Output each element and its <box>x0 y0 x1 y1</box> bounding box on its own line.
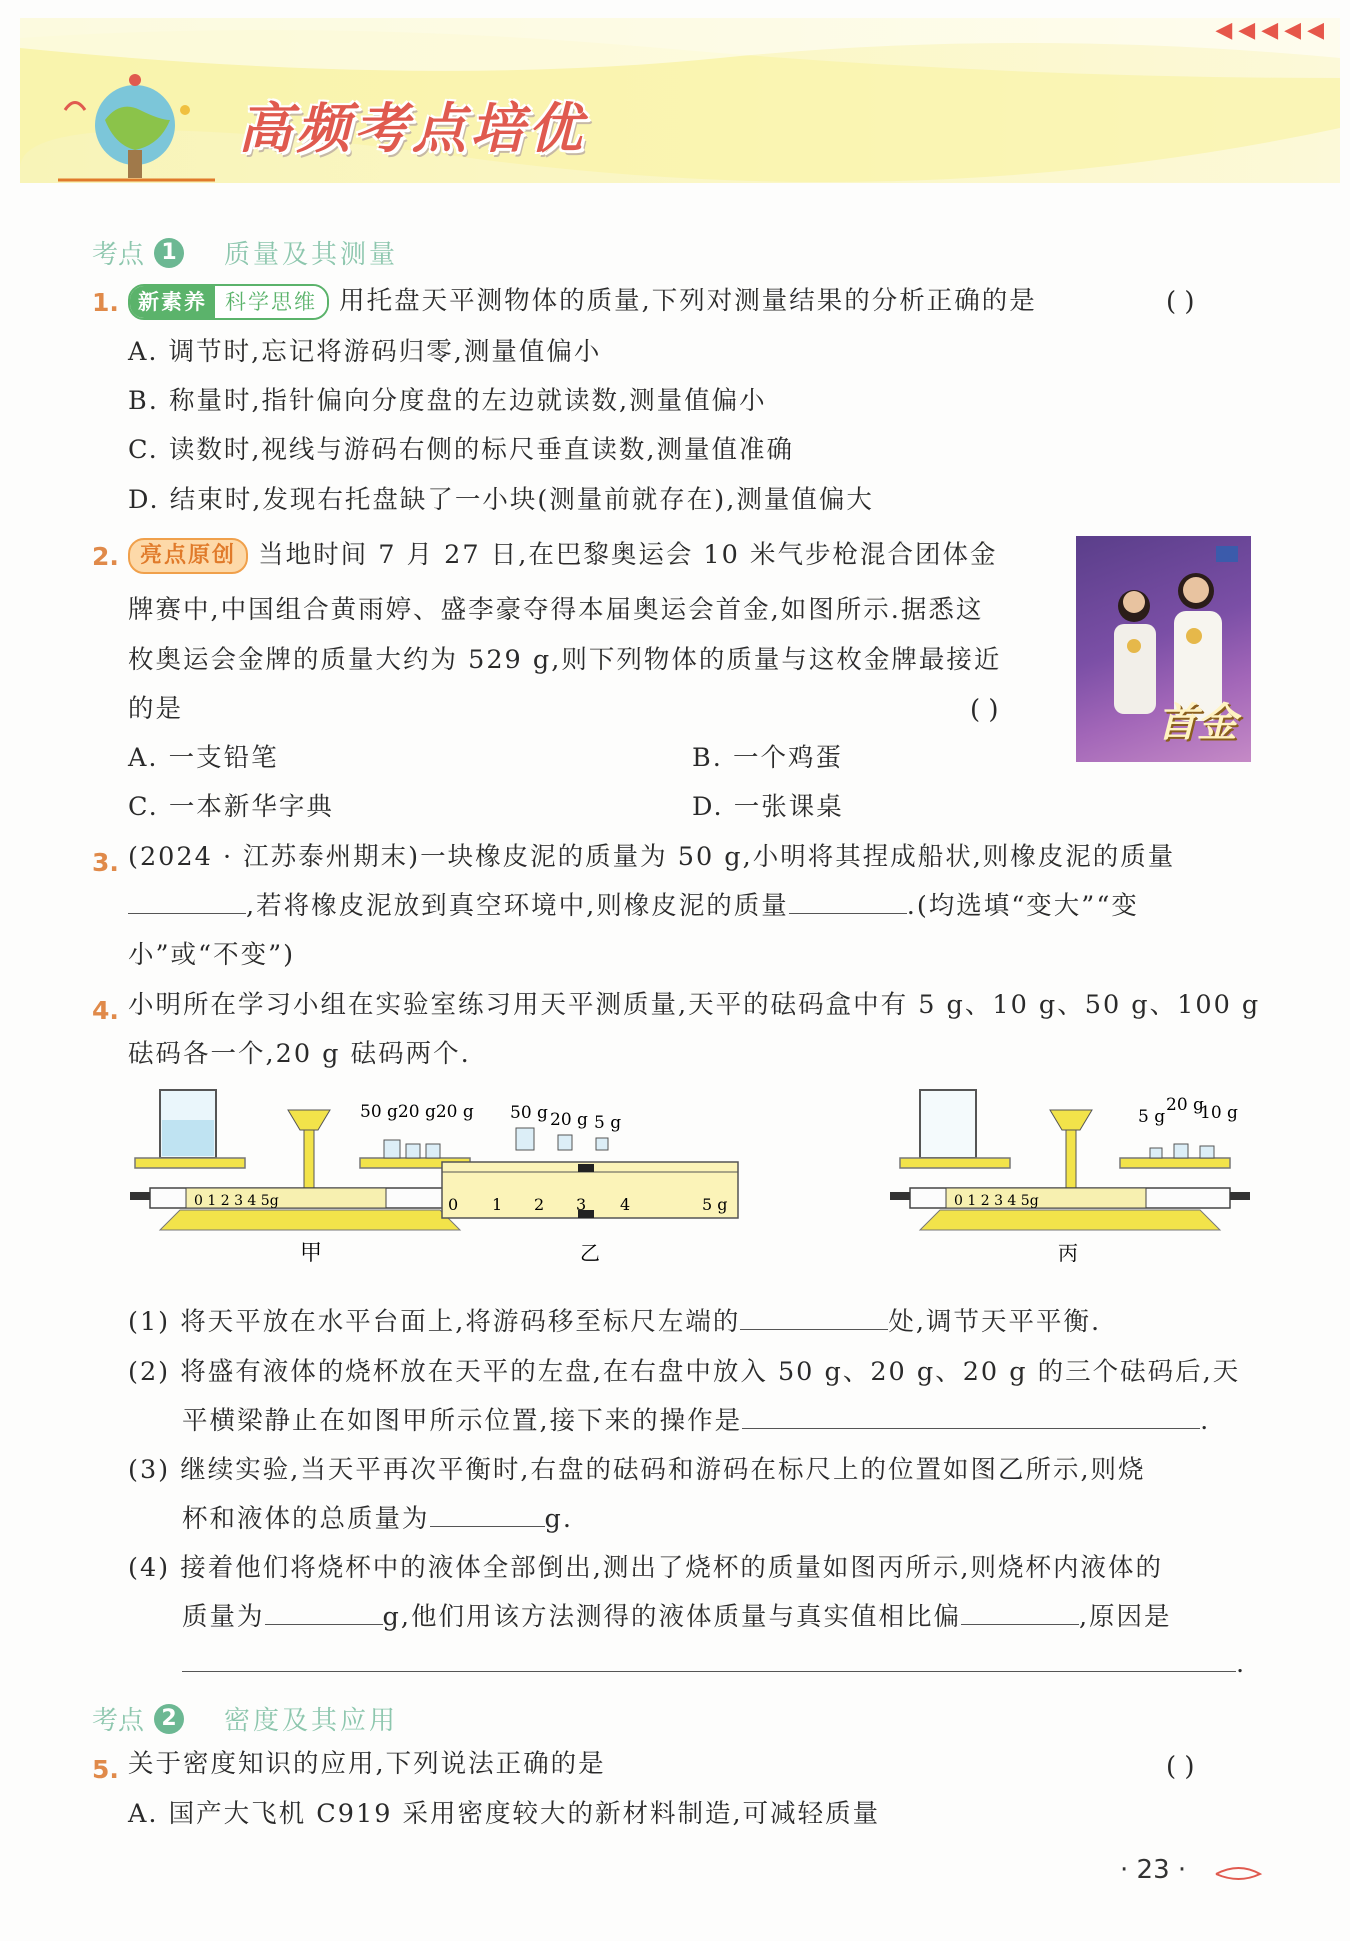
option-d: D. 一张课桌 <box>692 792 844 822</box>
question-2-line-3: 枚奥运会金牌的质量大约为 529 g,则下列物体的质量与这枚金牌最接近 <box>128 645 1002 675</box>
option-a: A. 国产大飞机 C919 采用密度较大的新材料制造,可减轻质量 <box>128 1799 881 1829</box>
question-text: 平横梁静止在如图甲所示位置,接下来的操作是 <box>182 1406 743 1436</box>
option-b: B. 称量时,指针偏向分度盘的左边就读数,测量值偏小 <box>128 386 767 416</box>
question-3-line-2 <box>128 891 1139 921</box>
subquestion-2-line-2: 平横梁静止在如图甲所示位置,接下来的操作是 . <box>182 1406 1211 1436</box>
answer-blank[interactable] <box>789 913 907 914</box>
question-3-line-1: (2024 · 江苏泰州期末)一块橡皮泥的质量为 50 g,小明将其捏成船状,则橡皮泥的质量 <box>128 842 1176 872</box>
question-text: ,若将橡皮泥放到真空环境中,则橡皮泥的质量 <box>246 891 789 921</box>
tag-part-b: 科学思维 <box>215 286 327 318</box>
photo-caption: 首金 <box>1157 700 1237 746</box>
question-text: 质量为 <box>182 1602 265 1632</box>
section-heading-1 <box>92 234 398 271</box>
section-number-badge: 2 <box>154 1704 184 1734</box>
question-text: 用托盘天平测物体的质量,下列对测量结果的分析正确的是 <box>339 286 1037 316</box>
section-number-badge: 1 <box>154 238 184 268</box>
page-title: 高频考点培优 <box>238 97 586 160</box>
question-text: 杯和液体的总质量为 <box>182 1504 430 1534</box>
svg-text:0 1 2 3 4 5g: 0 1 2 3 4 5g <box>954 1193 1039 1209</box>
answer-bracket: ( ) <box>1166 1752 1195 1782</box>
svg-text:0 1 2 3 4 5g: 0 1 2 3 4 5g <box>194 1193 279 1209</box>
question-text: 处,调节天平平衡. <box>888 1307 1102 1337</box>
question-number: 5. <box>92 1755 119 1784</box>
question-2-line-1 <box>128 538 998 574</box>
page-number-swoosh-icon <box>1214 1864 1264 1884</box>
option-c: C. 一本新华字典 <box>128 792 334 822</box>
scale-yi <box>442 1103 738 1265</box>
question-1-stem <box>128 284 1037 320</box>
section-heading-2 <box>92 1700 398 1737</box>
answer-blank[interactable] <box>430 1526 545 1527</box>
answer-blank[interactable] <box>961 1624 1079 1625</box>
figure-label-jia: 甲 <box>300 1241 323 1265</box>
figure-label-bing: 丙 <box>1058 1241 1078 1265</box>
section-title: 质量及其测量 <box>224 240 399 270</box>
option-a: A. 调节时,忘记将游码归零,测量值偏小 <box>128 337 602 367</box>
option-b: B. 一个鸡蛋 <box>692 743 843 773</box>
svg-text:4: 4 <box>620 1195 631 1214</box>
section-label: 考点 <box>92 240 145 270</box>
weight-label-20: 20 g <box>1166 1095 1204 1115</box>
weight-label-5: 5 g <box>594 1113 622 1133</box>
svg-text:2: 2 <box>534 1195 545 1214</box>
answer-blank[interactable] <box>182 1671 1236 1672</box>
svg-text:1: 1 <box>492 1195 503 1214</box>
question-2-line-4: 的是 <box>128 694 184 724</box>
balance-figures <box>130 1080 1260 1265</box>
subquestion-3-line-1: (3) 继续实验,当天平再次平衡时,右盘的砝码和游码在标尺上的位置如图乙所示,则烧 <box>128 1455 1146 1485</box>
subquestion-4-line-1: (4) 接着他们将烧杯中的液体全部倒出,测出了烧杯的质量如图丙所示,则烧杯内液体的 <box>128 1553 1163 1583</box>
question-5-stem: 关于密度知识的应用,下列说法正确的是 <box>128 1749 606 1779</box>
svg-text:0: 0 <box>448 1195 459 1214</box>
question-4-line-1: 小明所在学习小组在实验室练习用天平测质量,天平的砝码盒中有 5 g、10 g、50 g、100 g <box>128 990 1261 1020</box>
page-number: · 23 · <box>1120 1855 1187 1885</box>
question-text: g. <box>544 1504 573 1534</box>
question-text: (1) 将天平放在水平台面上,将游码移至标尺左端的 <box>128 1307 741 1337</box>
decorative-arrows: ◀◀◀◀◀ <box>1215 18 1330 43</box>
original-highlight-tag: 亮点原创 <box>128 538 248 574</box>
subquestion-3-line-2 <box>182 1504 573 1534</box>
question-2-line-2: 牌赛中,中国组合黄雨婷、盛李豪夺得本届奥运会首金,如图所示.据悉这 <box>128 595 984 625</box>
question-4-line-2: 砝码各一个,20 g 砝码两个. <box>128 1039 471 1069</box>
answer-blank[interactable] <box>740 1329 888 1330</box>
answer-blank[interactable] <box>742 1428 1200 1429</box>
balance-jia <box>130 1090 490 1265</box>
question-3-line-3: 小”或“不变”) <box>128 940 296 970</box>
svg-text:5 g: 5 g <box>702 1195 728 1214</box>
question-number: 1. <box>92 288 119 317</box>
option-c: C. 读数时,视线与游码右侧的标尺垂直读数,测量值准确 <box>128 435 795 465</box>
section-label: 考点 <box>92 1706 145 1736</box>
figure-label-yi: 乙 <box>580 1241 600 1265</box>
olympic-gold-photo <box>1076 536 1251 762</box>
new-literacy-tag <box>128 284 329 320</box>
tag-part-a: 新素养 <box>130 286 215 318</box>
question-text: ,原因是 <box>1078 1602 1172 1632</box>
question-text: 当地时间 7 月 27 日,在巴黎奥运会 10 米气步枪混合团体金 <box>258 540 998 570</box>
option-d: D. 结束时,发现右托盘缺了一小块(测量前就存在),测量值偏大 <box>128 485 874 515</box>
question-number: 4. <box>92 996 119 1025</box>
section-title: 密度及其应用 <box>224 1706 399 1736</box>
subquestion-2-line-1: (2) 将盛有液体的烧杯放在天平的左盘,在右盘中放入 50 g、20 g、20 g 的三个砝码后,天 <box>128 1357 1241 1387</box>
question-text: .(均选填“变大”“变 <box>906 891 1139 921</box>
question-text: g,他们用该方法测得的液体质量与真实值相比偏 <box>382 1602 961 1632</box>
question-number: 3. <box>92 848 119 877</box>
option-a: A. 一支铅笔 <box>128 743 279 773</box>
svg-text:3: 3 <box>576 1195 587 1214</box>
weight-label-5: 5 g <box>1138 1107 1166 1127</box>
weight-label-50: 50 g <box>510 1103 548 1123</box>
question-number: 2. <box>92 542 119 571</box>
balance-bing <box>890 1090 1250 1265</box>
answer-bracket: ( ) <box>970 695 999 725</box>
subquestion-4-line-2 <box>182 1602 1172 1632</box>
weights-label: 50 g20 g20 g <box>360 1102 474 1122</box>
answer-blank[interactable] <box>265 1624 383 1625</box>
weight-label-20: 20 g <box>550 1110 588 1130</box>
answer-bracket: ( ) <box>1166 287 1195 317</box>
weight-label-10: 10 g <box>1200 1103 1238 1123</box>
subquestion-1 <box>128 1307 1102 1337</box>
globe-logo-icon <box>50 50 230 190</box>
answer-blank[interactable] <box>128 913 246 914</box>
subquestion-4-line-3: . <box>182 1652 1246 1678</box>
